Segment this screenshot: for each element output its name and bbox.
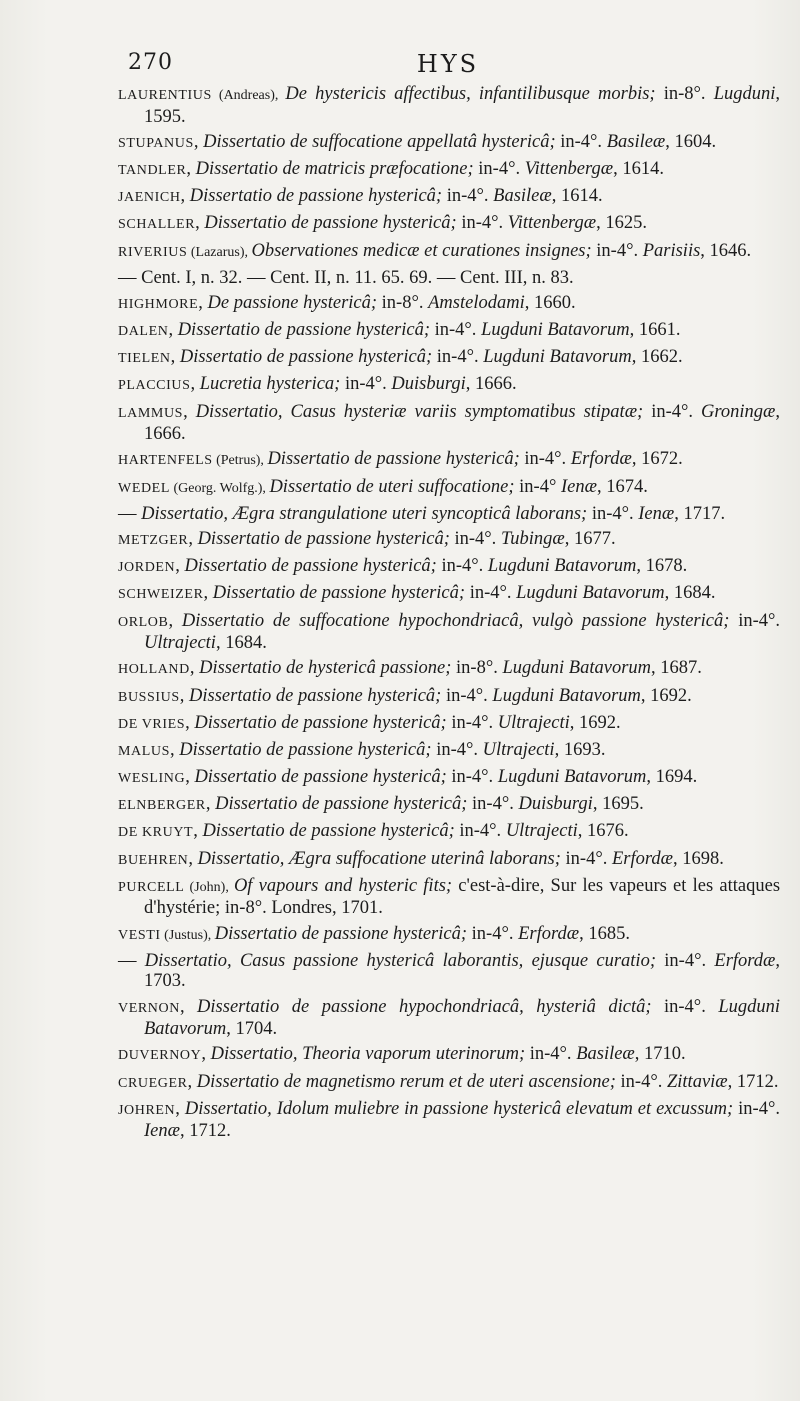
citation-text: , 1614. [551, 186, 603, 207]
citation-text: , [185, 712, 195, 733]
bibliography-entry [118, 529, 780, 552]
author-forename: (Andreas), [211, 88, 286, 103]
citation-text: c'est-à-dire, Sur les vapeurs et les attaques d'hystérie; in-8°. Londres, 1701. [144, 875, 781, 919]
citation-text: in-4°. [449, 529, 501, 549]
citation-text: in-4°. [560, 848, 612, 869]
title-text: Dissertatio, Idolum muliebre in passione hystericâ elevatum et excussum; [184, 1098, 734, 1119]
bibliography-entry [118, 611, 780, 654]
author-name: BUEHREN [118, 852, 189, 868]
citation-text: , [201, 1044, 211, 1065]
citation-text: in-4°. [340, 374, 392, 395]
title-text: Dissertatio de passione hystericâ; [202, 821, 455, 842]
title-text: Lugduni Batavorum [481, 320, 630, 341]
citation-text: in-4°. [729, 610, 781, 631]
citation-text: , 1693. [554, 739, 606, 760]
author-name: VERNON [118, 1000, 180, 1016]
title-text: Basileæ [493, 186, 552, 207]
author-name: STUPANUS [118, 135, 194, 151]
citation-text: in-4°. [643, 401, 702, 422]
citation-text: , [186, 158, 196, 179]
title-text: Dissertatio, Casus hysteriæ variis symptomatibus stipatæ; [195, 401, 644, 422]
bibliography-entry [118, 686, 780, 709]
title-text: Duisburgi [518, 794, 593, 815]
citation-text: — [118, 950, 145, 971]
citation-text: in-4°. [436, 556, 488, 577]
citation-text: in-4°. [587, 503, 639, 524]
citation-text: in-4°. [615, 1071, 667, 1092]
author-name: HIGHMORE [118, 296, 199, 312]
title-text: Duisburgi [391, 374, 466, 395]
citation-text: , [189, 658, 200, 679]
citation-text: , [188, 529, 198, 549]
citation-text: in-8°. [451, 658, 503, 679]
author-forename: (Georg. Wolfg.), [169, 480, 270, 496]
author-name: SCHWEIZER [118, 587, 204, 603]
title-text: Dissertatio de suffocatione hypochondriacâ, vulgò passione hystericâ; [181, 610, 730, 631]
title-text: Dissertatio, Ægra suffocatione uterinâ laborans; [197, 848, 561, 869]
citation-text: , [190, 374, 200, 395]
bibliography-entry [118, 583, 780, 606]
citation-text: in-4°. [442, 186, 494, 207]
title-text: Ultrajecti [144, 633, 216, 654]
citation-text: , [180, 186, 190, 207]
title-text: Dissertatio de passione hystericâ; [184, 556, 437, 577]
title-text: Lugduni [713, 84, 776, 104]
citation-text: , [168, 610, 182, 631]
citation-text: , [188, 848, 198, 869]
citation-text: , [193, 131, 204, 152]
citation-text: in-4°. [456, 213, 508, 234]
citation-text: , [195, 213, 205, 234]
bibliography-entry [118, 347, 780, 370]
bibliography-entry [118, 504, 780, 525]
author-name: JOHREN [118, 1102, 176, 1118]
author-name: METZGER [118, 533, 189, 548]
citation-text: , 1676. [577, 821, 629, 842]
bibliography-entry [118, 268, 780, 289]
citation-text: , 1685. [579, 923, 630, 944]
citation-text: , [168, 320, 178, 341]
bibliography-entry [118, 740, 780, 763]
bibliography-entry [118, 84, 780, 127]
title-text: Dissertatio de passione hystericâ; [215, 794, 468, 815]
bibliography-entry [118, 374, 780, 397]
author-name: JAENICH [118, 190, 181, 206]
bibliography-entry [118, 159, 780, 182]
title-text: Dissertatio de passione hystericâ; [267, 449, 520, 470]
title-text: Zittaviæ [666, 1071, 728, 1092]
bibliography-entry [118, 241, 780, 264]
citation-text: in-4°. [591, 240, 643, 261]
author-name: DE KRUYT [118, 825, 194, 841]
citation-text: , 1684. [215, 633, 267, 654]
title-text: Lugduni Batavorum [492, 685, 641, 706]
citation-text: , 1660. [524, 292, 576, 313]
title-text: Dissertatio de passione hystericâ; [179, 739, 432, 760]
citation-text: , [170, 739, 180, 760]
bibliography-entry [118, 1099, 780, 1142]
title-text: Dissertatio de passione hystericâ; [197, 529, 450, 549]
bibliography-entry [118, 767, 780, 790]
title-text: Dissertatio de passione hystericâ; [214, 923, 468, 944]
citation-text: , 1710. [634, 1044, 686, 1065]
citation-text: in-4°. [446, 767, 498, 788]
citation-text: in-4°. [429, 320, 482, 341]
title-text: Dissertatio de passione hystericâ; [177, 320, 430, 341]
title-text: Lugduni Batavorum [516, 583, 665, 604]
bibliography-entry [118, 402, 780, 445]
title-text: Dissertatio de passione hystericâ; [204, 213, 457, 234]
author-forename: (Justus), [160, 927, 215, 943]
author-name: ELNBERGER [118, 798, 206, 814]
title-text: Dissertatio, Ægra strangulatione uteri syncopticâ laborans; [141, 503, 588, 524]
citation-text: , [170, 347, 180, 368]
author-name: DE VRIES [118, 716, 186, 732]
citation-text: , 1712. [727, 1071, 779, 1092]
author-name: JORDEN [118, 560, 176, 576]
title-text: Lugduni Batavorum [487, 556, 637, 577]
citation-text: in-4°. [655, 950, 715, 971]
author-name: WESLING [118, 771, 186, 787]
bibliography-entry [118, 876, 780, 919]
page-number: 270 [128, 50, 173, 75]
citation-text: in-4°. [446, 712, 498, 733]
running-title: HYS [416, 50, 480, 78]
citation-text: , 1661. [629, 320, 681, 341]
citation-text: , [203, 583, 213, 604]
title-text: Erfordæ [611, 848, 673, 869]
citation-text: , 1666. [144, 401, 780, 445]
citation-text: , [183, 401, 196, 422]
author-name: ORLOB [118, 614, 169, 630]
title-text: Vittenbergæ [524, 158, 614, 179]
citation-text: in-4°. [519, 449, 571, 470]
bibliography-entry [118, 821, 780, 844]
title-text: Dissertatio de passione hystericâ; [189, 186, 443, 207]
author-name: RIVERIUS [118, 244, 188, 260]
title-text: Parisiis [642, 240, 701, 261]
title-text: De passione hystericâ; [207, 292, 378, 313]
author-name: PLACCIUS [118, 378, 191, 394]
citation-text: in-8°. [655, 84, 714, 104]
citation-text: in-4°. [651, 996, 719, 1017]
author-name: TANDLER [118, 162, 187, 178]
citation-text: , 1695. [592, 794, 644, 815]
citation-text: , [175, 556, 185, 577]
citation-text: , 1694. [646, 767, 698, 788]
author-name: BUSSIUS [118, 689, 180, 705]
title-text: Ultrajecti [505, 821, 578, 842]
title-text: Lugduni Batavorum [144, 996, 780, 1040]
bibliography-entry [118, 477, 780, 500]
title-text: Tubingæ [500, 529, 565, 549]
citation-text: in-4°. [454, 821, 506, 842]
citation-text: in-4°. [467, 923, 519, 944]
citation-text: , 1704. [226, 1019, 278, 1040]
title-text: Dissertatio de passione hystericâ; [189, 685, 442, 706]
author-name: MALUS [118, 743, 171, 759]
title-text: Erfordæ [714, 950, 776, 971]
bibliography-entry [118, 449, 780, 472]
title-text: Basileæ [576, 1044, 635, 1065]
citation-text: , 1717. [674, 503, 726, 524]
title-text: Ienæ [638, 503, 675, 524]
author-name: PURCELL [118, 879, 185, 895]
title-text: Groningæ [701, 401, 776, 422]
citation-text: , [175, 1098, 185, 1119]
bibliography-entry [118, 1044, 780, 1067]
citation-text: , 1672. [631, 449, 683, 470]
author-name: VESTI [118, 927, 161, 943]
citation-text: in-4°. [431, 739, 483, 760]
citation-text: in-8°. [377, 292, 429, 313]
title-text: Erfordæ [570, 449, 632, 470]
title-text: Basileæ [606, 131, 666, 152]
bibliography-entry [118, 713, 780, 736]
citation-text: in-4°. [525, 1044, 577, 1065]
title-text: Dissertatio, Casus passione hystericâ laborantis, ejusque curatio; [144, 950, 656, 971]
citation-text: in-4°. [467, 794, 519, 815]
author-forename: (Lazarus), [187, 244, 252, 260]
citation-text: in-4°. [465, 583, 517, 604]
citation-text: , [198, 292, 208, 313]
title-text: Amstelodami [428, 292, 525, 313]
title-text: Dissertatio de passione hystericâ; [179, 347, 433, 368]
title-text: Vittenbergæ [507, 213, 597, 234]
author-name: HOLLAND [118, 662, 190, 678]
citation-text: , 1595. [144, 84, 780, 127]
title-text: Dissertatio de hystericâ passione; [199, 658, 452, 679]
title-text: Dissertatio de magnetismo rerum et de uteri ascensione; [196, 1071, 616, 1092]
citation-text: , 1692. [569, 712, 621, 733]
citation-text: in-4°. [441, 685, 493, 706]
citation-text: in-4°. [432, 347, 484, 368]
author-name: DUVERNOY [118, 1048, 202, 1064]
title-text: Dissertatio de uteri suffocatione; [269, 476, 515, 497]
author-name: LAMMUS [118, 405, 184, 421]
bibliography-entry [118, 556, 780, 579]
title-text: Of vapours and hysteric fits; [233, 875, 453, 896]
bibliography-entry [118, 132, 780, 155]
citation-text: in-4°. [555, 131, 607, 152]
citation-text: , [179, 685, 190, 706]
title-text: Dissertatio de passione hystericâ; [194, 712, 447, 733]
citation-text: , [193, 821, 203, 842]
author-name: CRUEGER [118, 1075, 188, 1091]
author-name: HARTENFELS [118, 453, 213, 469]
bibliography-entry [118, 1072, 780, 1095]
title-text: Dissertatio de passione hypochondriacâ, hysteriâ dictâ; [197, 996, 652, 1017]
citation-text: in-4°. [473, 158, 525, 179]
title-text: Dissertatio de matricis præfocatione; [195, 158, 474, 179]
citation-text: , 1684. [664, 583, 716, 604]
bibliography-entry [118, 658, 780, 681]
title-text: Dissertatio, Theoria vaporum uterinorum; [210, 1044, 526, 1065]
citation-text: , 1662. [631, 347, 683, 368]
citation-text: , 1677. [564, 529, 616, 549]
citation-text: , [185, 767, 195, 788]
title-text: Lucretia hysterica; [199, 374, 341, 395]
author-name: SCHALLER [118, 217, 196, 233]
title-text: De hystericis affectibus, infantilibusque morbis; [285, 84, 656, 104]
title-text: Ienæ [144, 1121, 180, 1142]
citation-text: in-4°. [733, 1098, 780, 1119]
bibliography-entry [118, 924, 780, 947]
bibliography-entry [118, 186, 780, 209]
citation-text: , 1625. [596, 213, 648, 234]
author-name: LAURENTIUS [118, 88, 212, 103]
bibliography-entry [118, 951, 780, 992]
citation-text: , [187, 1071, 197, 1092]
title-text: Dissertatio de passione hystericâ; [194, 767, 447, 788]
citation-text: , 1698. [672, 848, 724, 869]
bibliography-entry [118, 293, 780, 316]
title-text: Lugduni Batavorum [497, 767, 647, 788]
citation-text: — [118, 503, 142, 524]
citation-text: , 1614. [613, 158, 664, 179]
title-text: Dissertatio de passione hystericâ; [212, 583, 466, 604]
citation-text: , 1604. [665, 131, 717, 152]
author-name: WEDEL [118, 480, 170, 496]
citation-text: — Cent. I, n. 32. — Cent. II, n. 11. 65. 69. — Cent. III, n. 83. [118, 267, 574, 288]
title-text: Ultrajecti [482, 739, 555, 760]
title-text: Erfordæ [518, 923, 580, 944]
bibliography-entry [118, 213, 780, 236]
title-text: Lugduni Batavorum [502, 658, 651, 679]
citation-text: , [179, 996, 198, 1017]
citation-text: , 1646. [700, 240, 752, 261]
citation-text: , 1703. [144, 950, 781, 992]
title-text: Lugduni Batavorum [483, 347, 632, 368]
citation-text: , 1687. [651, 658, 702, 679]
author-forename: (Petrus), [212, 453, 268, 469]
bibliography-list [118, 84, 780, 1147]
title-text: Observationes medicæ et curationes insignes; [251, 240, 592, 261]
page-header [118, 50, 778, 84]
bibliography-entry [118, 794, 780, 817]
bibliography-entry [118, 997, 780, 1040]
bibliography-entry [118, 320, 780, 343]
citation-text: , 1678. [636, 556, 688, 577]
title-text: Dissertatio de suffocatione appellatâ hystericâ; [203, 131, 556, 152]
bibliography-entry [118, 849, 780, 872]
citation-text: , 1692. [640, 685, 692, 706]
title-text: Ienæ [561, 476, 597, 497]
citation-text: , 1674. [596, 476, 648, 497]
citation-text: , 1666. [465, 374, 517, 395]
author-name: DALEN [118, 324, 169, 340]
author-forename: (John), [184, 879, 234, 895]
author-name: TIELEN [118, 351, 171, 367]
citation-text: , [205, 794, 216, 815]
citation-text: in-4° [514, 476, 561, 497]
citation-text: , 1712. [179, 1121, 231, 1142]
title-text: Ultrajecti [497, 712, 570, 733]
